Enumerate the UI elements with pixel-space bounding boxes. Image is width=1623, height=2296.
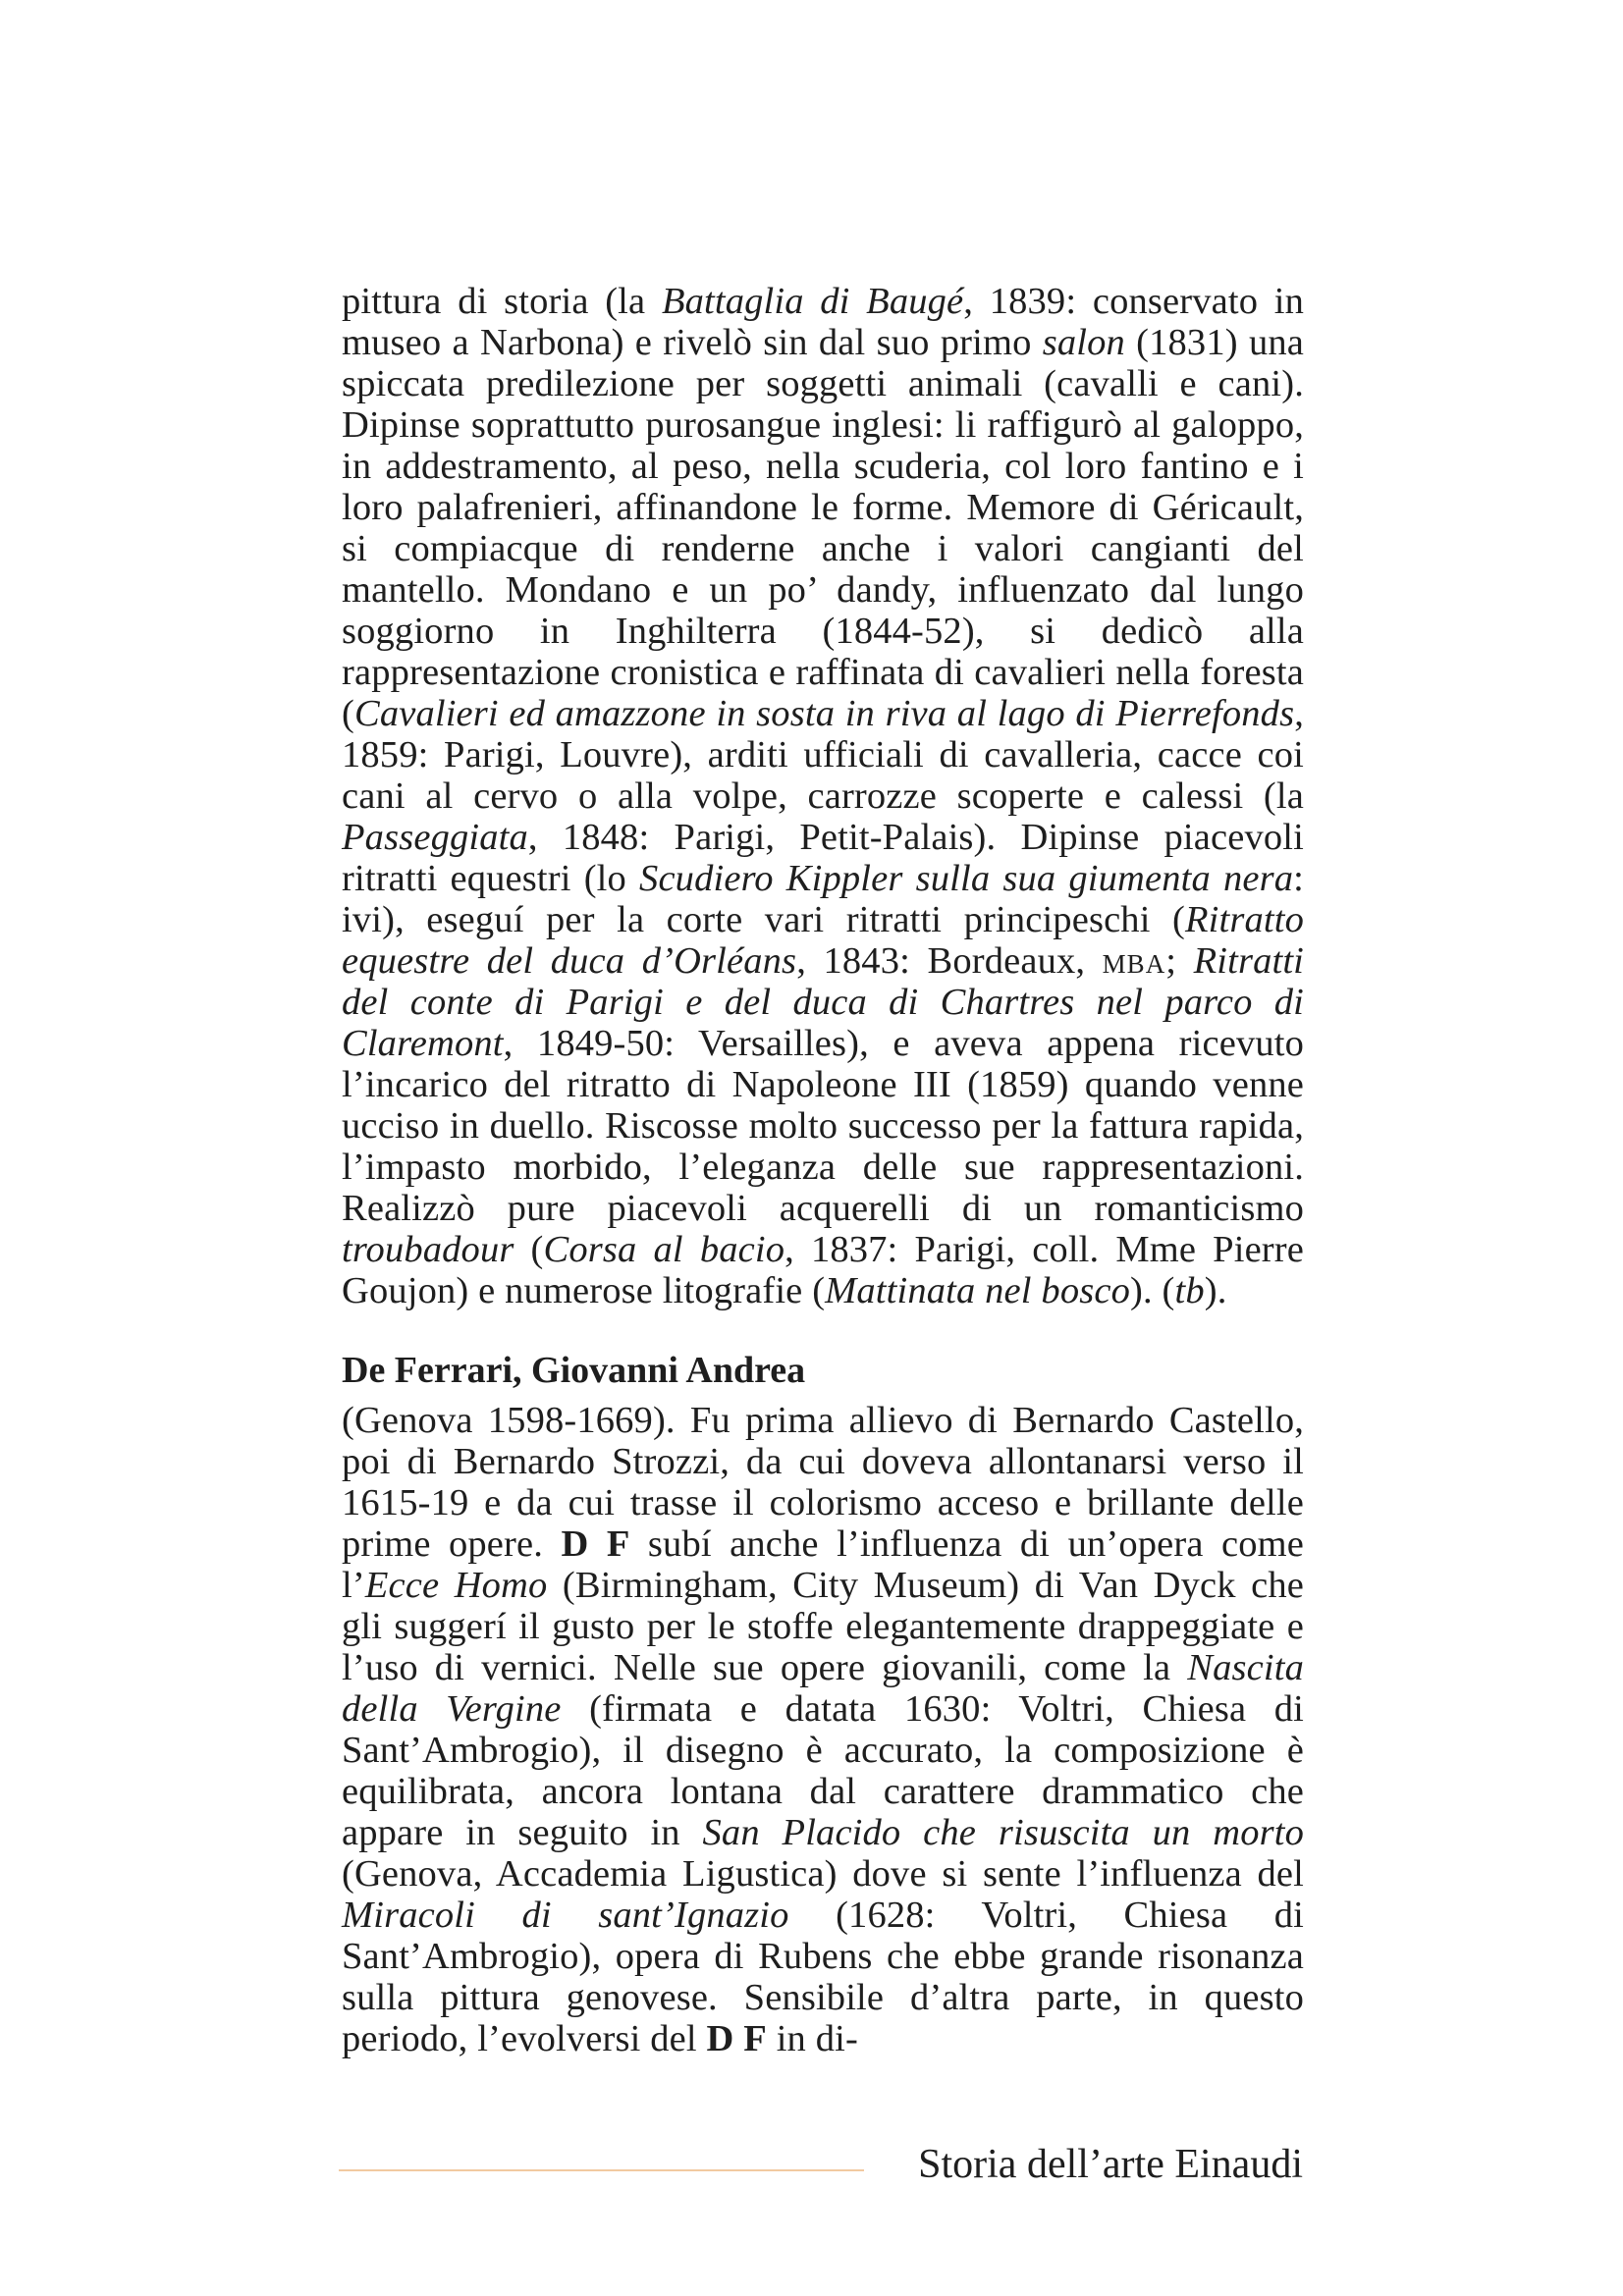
entry-de-ferrari-body: (Genova 1598-1669). Fu prima allievo di Bernardo Castello, poi di Bernardo Strozzi, da cui doveva allontanarsi verso il 1615-19 e da cui trasse il colorismo acceso e brillante delle prime opere. D F subí anche l’influenza di un’opera come l’Ecce Homo (Birmingham, City Museum) di Van Dyck che gli suggerí il gusto per le stoffe elegantemente drappeggiate e l’uso di vernici. Nelle sue opere giovanili, come la Nascita della Vergine (firmata e datata 1630: Voltri, Chiesa di Sant’Ambrogio), il disegno è accurato, la composizione è equilibrata, ancora lontana dal carattere drammatico che appare in seguito in San Placido che risuscita un morto (Genova, Accademia Ligustica) dove si sente l’influenza del Miracoli di sant’Ignazio (1628: Voltri, Chiesa di Sant’Ambrogio), opera di Rubens che ebbe grande risonanza sulla pittura genovese. Sensibile d’altra parte, in questo periodo, l’evolversi del D F in di- (342, 1400, 1305, 2059)
entry-previous-continuation: pittura di storia (la Battaglia di Baugé, 1839: conservato in museo a Narbona) e rivelò sin dal suo primo salon (1831) una spiccata predilezione per soggetti animali (cavalli e cani). Dipinse soprattutto purosangue inglesi: li raffigurò al galoppo, in addestramento, al peso, nella scuderia, col loro fantino e i loro palafrenieri, affinandone le forme. Memore di Géricault, si compiacque di renderne anche i valori cangianti del mantello. Mondano e un po’ dandy, influenzato dal lungo soggiorno in Inghilterra (1844-52), si dedicò alla rappresentazione cronistica e raffinata di cavalieri nella foresta (Cavalieri ed amazzone in sosta in riva al lago di Pierrefonds, 1859: Parigi, Louvre), arditi ufficiali di cavalleria, cacce coi cani al cervo o alla volpe, carrozze scoperte e calessi (la Passeggiata, 1848: Parigi, Petit-Palais). Dipinse piacevoli ritratti equestri (lo Scudiero Kippler sulla sua giumenta nera: ivi), eseguí per la corte vari ritratti principeschi (Ritratto equestre del duca d’Orléans, 1843: Bordeaux, mba; Ritratti del conte di Parigi e del duca di Chartres nel parco di Claremont, 1849-50: Versailles), e aveva appena ricevuto l’incarico del ritratto di Napoleone III (1859) quando venne ucciso in duello. Riscosse molto successo per la fattura rapida, l’impasto morbido, l’eleganza delle sue rappresentazioni. Realizzò pure piacevoli acquerelli di un romanticismo troubadour (Corsa al bacio, 1837: Parigi, coll. Mme Pierre Goujon) e numerose litografie (Mattinata nel bosco). (tb). (342, 281, 1305, 1311)
entry-heading: De Ferrari, Giovanni Andrea (342, 1350, 806, 1391)
text-column (342, 281, 1304, 2059)
footer-rule (339, 2169, 864, 2171)
footer-title: Storia dell’arte Einaudi (918, 2142, 1303, 2187)
